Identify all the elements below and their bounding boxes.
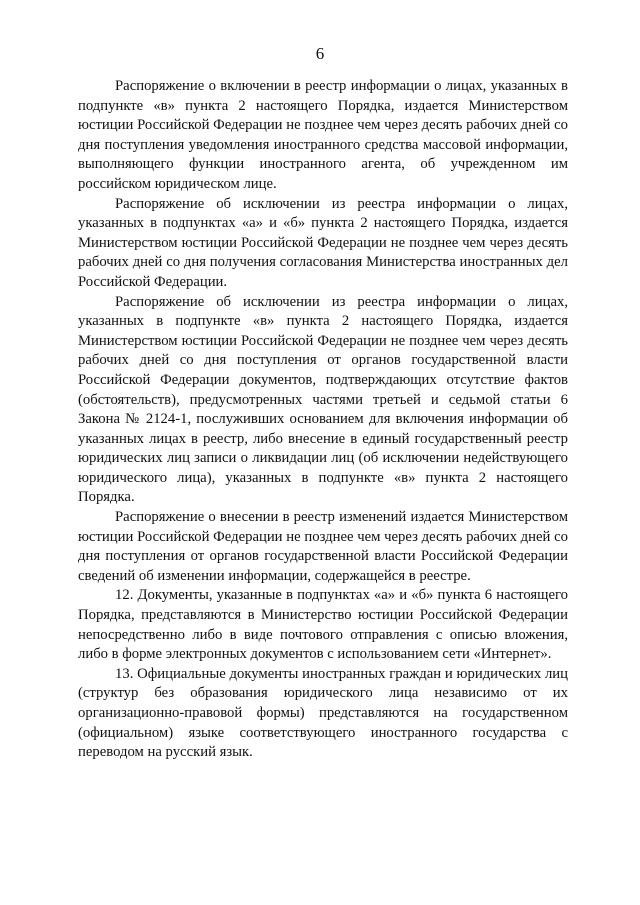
paragraph-amendment-order: Распоряжение о внесении в реестр изменений издается Министерством юстиции Российской Федерации не позднее чем через десять рабочих дней со дня поступления от органов государственной власти Российской Федерации сведений об изменении информации, содержащейся в реестре. bbox=[78, 509, 568, 584]
paragraph-inclusion-order: Распоряжение о включении в реестр информации о лицах, указанных в подпункте «в» пункта 2 настоящего Порядка, издается Министерством юстиции Российской Федерации не позднее чем через десять рабочих дней со дня поступления уведомления иностранного средства массовой информации, выполняющего функции иностранного агента, об учрежденном им российском юридическом лице. bbox=[78, 78, 568, 192]
paragraph-exclusion-order-a-b: Распоряжение об исключении из реестра информации о лицах, указанных в подпунктах «а» и «б» пункта 2 настоящего Порядка, издается Министерством юстиции Российской Федерации не позднее чем через десять рабочих дней со дня получения согласования Министерства иностранных дел Российской Федерации. bbox=[78, 195, 568, 290]
paragraph-item-12: 12. Документы, указанные в подпунктах «а» и «б» пункта 6 настоящего Порядка, представляются в Министерство юстиции Российской Федерации непосредственно либо в виде почтового отправления с описью вложения, либо в форме электронных документов с использованием сети «Интернет». bbox=[78, 587, 568, 663]
paragraph-item-13: 13. Официальные документы иностранных граждан и юридических лиц (структур без образования юридического лица независимо от их организационно-правовой формы) представляются на государственном (официальном) языке соответствующего иностранного государства с переводом на русский язык. bbox=[78, 665, 568, 761]
paragraph-exclusion-order-v: Распоряжение об исключении из реестра информации о лицах, указанных в подпункте «в» пункта 2 настоящего Порядка, издается Министерством юстиции Российской Федерации не позднее чем через десять рабочих дней со дня поступления от органов государственной власти Российской Федерации документов, подтверждающих отсутствие фактов (обстоятельств), предусмотренных частями третьей и седьмой статьи 6 Закона № 2124-1, послуживших основанием для включения информации об указанных лицах в реестр, либо внесение в единый государственный реестр юридических лиц записи о ликвидации лиц (об исключении недействующего юридического лица), указанных в подпункте «в» пункта 2 настоящего Порядка. bbox=[78, 293, 568, 506]
document-body bbox=[78, 77, 568, 763]
page-number: 6 bbox=[315, 44, 325, 63]
